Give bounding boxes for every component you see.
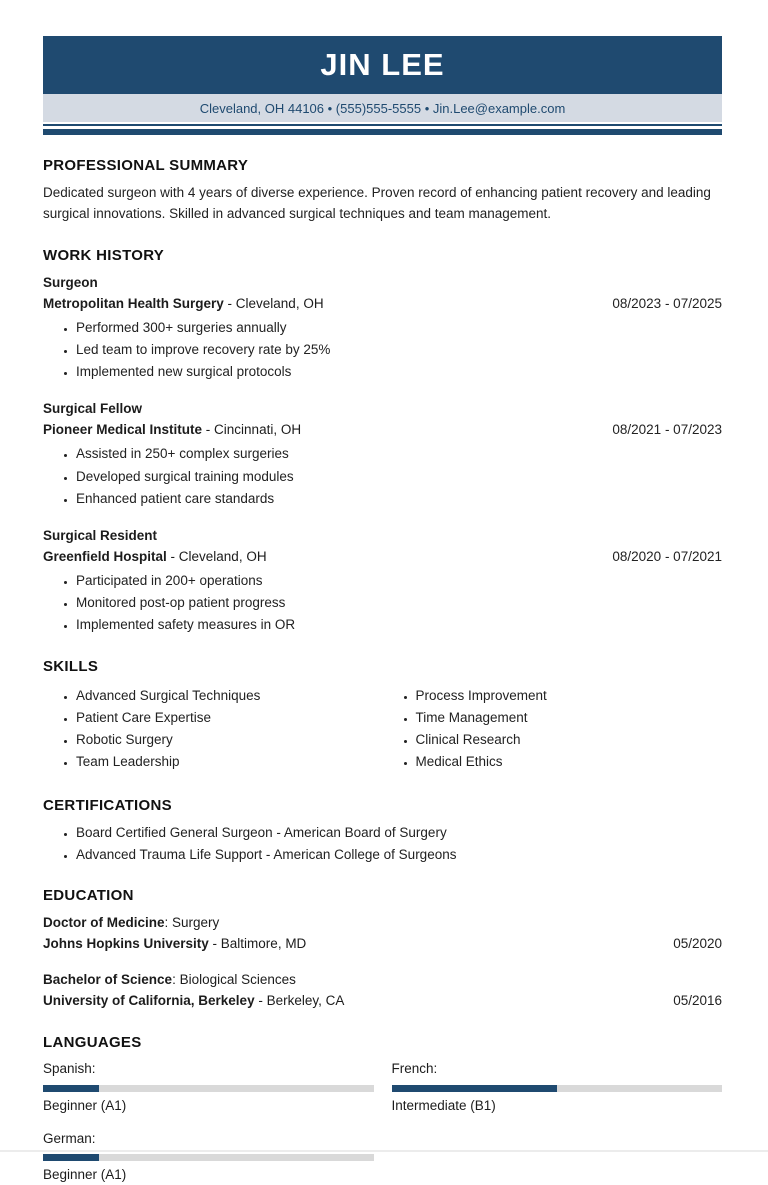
job-title: Surgical Fellow	[43, 401, 143, 417]
job-company-line	[43, 547, 722, 568]
job-location: - Cincinnati, OH	[202, 422, 302, 438]
job-bullet: • Monitored post-op patient progress	[76, 593, 722, 613]
education-degree: Bachelor of Science	[43, 971, 173, 987]
education-date: 05/2020	[673, 936, 722, 952]
skill-item: • Time Management	[416, 708, 723, 728]
education-school: University of California, Berkeley	[43, 992, 255, 1008]
contact-banner	[43, 94, 722, 122]
job-company: Pioneer Medical Institute	[43, 422, 203, 438]
skill-item: • Advanced Surgical Techniques	[76, 686, 383, 706]
education-school-line	[43, 991, 722, 1012]
education-date: 05/2016	[673, 992, 722, 1008]
job-bullet: • Assisted in 250+ complex surgeries	[76, 444, 722, 464]
education-school-location	[43, 934, 306, 955]
job-entry	[43, 526, 722, 636]
certifications-heading: CERTIFICATIONS	[43, 796, 172, 814]
language-progress-fill	[392, 1085, 557, 1092]
job-company-line	[43, 420, 722, 441]
language-progress-bar	[43, 1154, 374, 1161]
education-degree-line	[43, 970, 722, 991]
language-progress-fill	[43, 1085, 99, 1092]
job-entry	[43, 399, 722, 509]
education-entry	[43, 913, 722, 955]
education-entry	[43, 970, 722, 1012]
job-entry	[43, 273, 722, 383]
languages-heading: LANGUAGES	[43, 1033, 142, 1051]
job-bullets	[43, 571, 722, 636]
job-bullet: • Performed 300+ surgeries annually	[76, 318, 722, 338]
summary-text: Dedicated surgeon with 4 years of diverse experience. Proven record of enhancing patient recovery and leading surgical innovations. Skilled in advanced surgical techniques and team management.	[43, 185, 711, 221]
education-school-location	[43, 991, 344, 1012]
certification-list	[43, 823, 722, 866]
skill-item: • Process Improvement	[416, 686, 723, 706]
skill-item: • Robotic Surgery	[76, 730, 383, 750]
certification-item: • Board Certified General Surgeon - American Board of Surgery	[76, 823, 722, 843]
job-bullet: • Led team to improve recovery rate by 25%	[76, 340, 722, 360]
job-company-location	[43, 294, 324, 315]
skill-item: • Team Leadership	[76, 752, 383, 772]
job-dates: 08/2023 - 07/2025	[612, 295, 722, 311]
job-company-location	[43, 420, 301, 441]
language-name: French:	[391, 1060, 438, 1076]
contact-line: Cleveland, OH 44106 • (555)555-5555 • Jin.Lee@example.com	[199, 101, 566, 116]
language-item	[43, 1130, 374, 1185]
job-dates: 08/2020 - 07/2021	[612, 548, 722, 564]
skill-item: • Medical Ethics	[416, 752, 723, 772]
language-progress-fill	[43, 1154, 99, 1161]
skills-col-left	[43, 684, 383, 775]
job-company: Greenfield Hospital	[43, 548, 167, 564]
education-school: Johns Hopkins University	[43, 936, 209, 952]
languages-grid	[43, 1060, 722, 1185]
education-location: - Berkeley, CA	[254, 992, 345, 1008]
header-rule-thin	[43, 124, 722, 126]
skills-heading: SKILLS	[43, 657, 99, 675]
education-field: : Surgery	[164, 915, 220, 931]
summary-heading: PROFESSIONAL SUMMARY	[43, 157, 249, 174]
education-location: - Baltimore, MD	[208, 936, 307, 952]
candidate-name: JIN LEE	[320, 47, 445, 82]
job-bullet: • Implemented new surgical protocols	[76, 362, 722, 382]
skill-item: • Clinical Research	[416, 730, 723, 750]
language-item	[43, 1060, 374, 1116]
certification-item: • Advanced Trauma Life Support - American College of Surgeons	[76, 845, 722, 865]
language-progress-bar	[392, 1085, 723, 1092]
skills-col-right	[383, 684, 723, 775]
job-company-location	[43, 547, 267, 568]
job-bullet: • Participated in 200+ operations	[76, 571, 722, 591]
job-location: - Cleveland, OH	[223, 295, 324, 311]
education-degree-line	[43, 913, 722, 934]
language-level: Beginner (A1)	[43, 1097, 127, 1113]
education-school-line	[43, 934, 722, 955]
skill-item: • Patient Care Expertise	[76, 708, 383, 728]
language-name: German:	[43, 1130, 96, 1146]
job-bullets	[43, 444, 722, 509]
education-heading: EDUCATION	[43, 887, 134, 905]
job-company: Metropolitan Health Surgery	[43, 295, 224, 311]
language-name: Spanish:	[43, 1060, 96, 1076]
education-degree: Doctor of Medicine	[43, 915, 165, 931]
job-company-line	[43, 294, 722, 315]
name-banner	[43, 36, 722, 94]
language-level: Beginner (A1)	[43, 1167, 127, 1183]
language-item	[392, 1060, 723, 1116]
language-level: Intermediate (B1)	[391, 1097, 496, 1113]
job-bullet: • Enhanced patient care standards	[76, 489, 722, 509]
job-title: Surgical Resident	[43, 528, 158, 544]
work-history-heading: WORK HISTORY	[43, 246, 165, 264]
job-bullet: • Developed surgical training modules	[76, 467, 722, 487]
language-progress-bar	[43, 1085, 374, 1092]
education-field: : Biological Sciences	[172, 971, 296, 987]
job-bullet: • Implemented safety measures in OR	[76, 615, 722, 635]
job-location: - Cleveland, OH	[166, 548, 267, 564]
job-bullets	[43, 318, 722, 383]
skills-columns	[43, 684, 722, 775]
header-rule-thick	[43, 129, 722, 135]
job-dates: 08/2021 - 07/2023	[612, 422, 722, 438]
job-title: Surgeon	[43, 274, 98, 290]
